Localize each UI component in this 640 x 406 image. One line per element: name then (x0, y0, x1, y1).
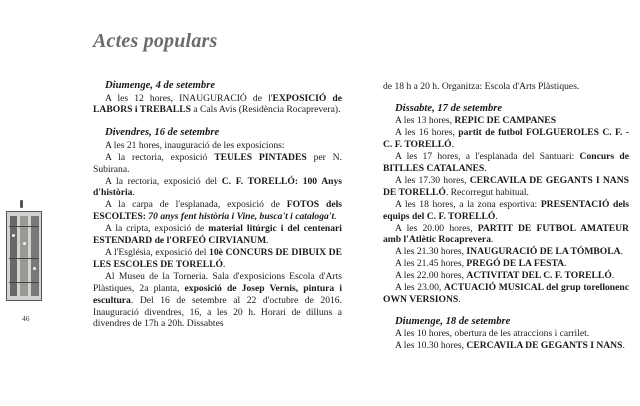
day-heading: Diumenge, 4 de setembre (105, 80, 216, 91)
event-paragraph: A la rectoria, exposició del C. F. TORELLÓ: 100 Anys d'història. (93, 175, 342, 199)
day-heading: Divendres, 16 de setembre (105, 127, 220, 139)
event-paragraph: A les 21.45 hores, PREGÓ DE LA FESTA. (395, 258, 567, 270)
page-number: 46 (22, 314, 30, 323)
event-paragraph: A les 10.30 hores, CERCAVILA DE GEGANTS I NANS. (395, 340, 625, 352)
event-paragraph: A les 13 hores, REPIC DE CAMPANES (395, 115, 557, 127)
event-paragraph: A les 12 hores, INAUGURACIÓ de l'EXPOSICIÓ de LABORS i TREBALLS a Cals Avis (Residència Rocaprevera). (93, 92, 342, 116)
event-paragraph: A les 21 hores, inauguració de les exposicions: (105, 139, 285, 151)
left-column (93, 80, 342, 330)
event-paragraph: de 18 h a 20 h. Organitza: Escola d'Arts Plàstiques. (383, 81, 580, 92)
event-paragraph: A les 22.00 hores, ACTIVITAT DEL C. F. TORELLÓ. (395, 270, 615, 282)
event-paragraph: A les 21.30 hores, INAUGURACIÓ DE LA TÓMBOLA. (395, 246, 623, 258)
page-title: Actes populars (93, 30, 218, 52)
day-heading: Diumenge, 18 de setembre (395, 315, 511, 327)
event-paragraph: A les 17.30 hores, CERCAVILA DE GEGANTS I NANS DE TORELLÓ. Recorregut habitual. (383, 174, 629, 198)
event-paragraph: A l'Església, exposició del 10è CONCURS DE DIBUIX DE LES ESCOLES DE TORELLÓ. (93, 246, 342, 270)
event-paragraph: A les 17 hores, a l'esplanada del Santuari: Concurs de BITLLES CATALANES. (383, 151, 629, 175)
event-paragraph: A les 23.00, ACTUACIÓ MUSICAL del grup torellonenc OWN VERSIONS. (383, 282, 629, 305)
event-paragraph: A les 18 hores, a la zona esportiva: PRESENTACIÓ dels equips del C. F. TORELLÓ. (383, 198, 630, 222)
event-paragraph: A la cripta, exposició de material litúrgic i del centenari ESTENDARD de l'ORFEÓ CIRVIANUM. (93, 223, 342, 247)
church-photo-thumbnail (6, 211, 42, 301)
event-paragraph: A la carpa de l'esplanada, exposició de FOTOS dels ESCOLTES: 70 anys fent història i Vine, busca't i cataloga't. (93, 199, 342, 223)
day-heading: Dissabte, 17 de setembre (395, 102, 503, 114)
event-paragraph: A la rectoria, exposició TEULES PINTADES per N. Subirana. (93, 151, 343, 175)
event-paragraph: A les 16 hores, partit de futbol FOLGUEROLES C. F. - C. F. TORELLÓ. (383, 127, 629, 151)
margin-marker (20, 200, 23, 208)
event-paragraph: A les 20.00 hores, PARTIT DE FUTBOL AMATEUR amb l'Atlètic Rocaprevera. (383, 222, 629, 246)
right-column (383, 81, 629, 352)
event-paragraph: A les 10 hores, obertura de les atraccions i carrilet. (395, 328, 590, 340)
event-paragraph: Al Museu de la Torneria. Sala d'exposicions Escola d'Arts Plàstiques, 2a planta, exposició de Josep Vernis, pintura i escultura. Del 16 de setembre al 22 d'octubre de 2016. Inauguració divendres, 16, a les 20 h. Horari de dilluns a divendres de 17h a 20h. Dissabtes (93, 270, 342, 330)
